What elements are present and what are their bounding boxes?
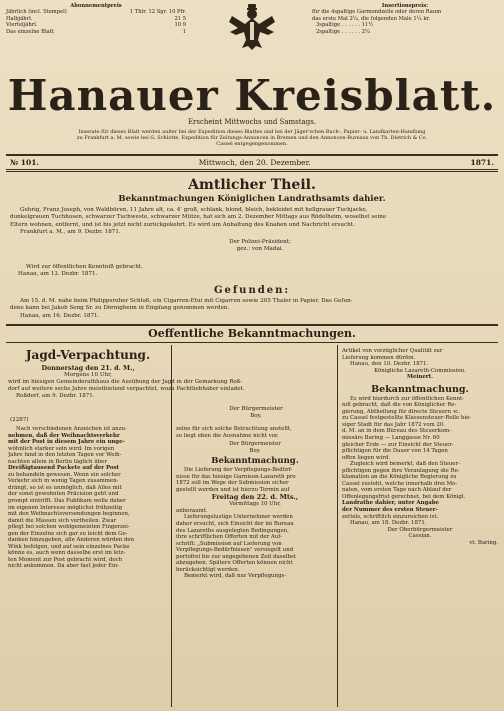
- jagd-time: Morgens 10 Uhr,: [64, 372, 112, 378]
- insertion-line: 3spaltige . . . . . . 11½: [316, 22, 374, 29]
- praesident-signature: Der Polizei-Präsident; gez.: von Madai.: [229, 239, 291, 252]
- abonnement-row: Das einzelne Blatt 1: [6, 28, 186, 35]
- jagd-date: Donnerstag den 21. d. M.,: [41, 364, 135, 372]
- section-heading-amtlich: Amtlicher Theil.: [188, 177, 316, 193]
- column-3: Artikel von vorzüglicher Qualität zur Lieferung kommen dürfen. Hanau, den 10. Dezbr. 1871. Königliche Lazareth-Commission. Meinert. Bekanntmachung. Es wird hierdurch zur öffentlichen Kennt- niß gebracht, daß die von Königlicher Re- gierung, Abtheilung für directe Steuern ꝛc. zu Cassel festgestellte Klassensteuer-Rolle hie- siger Stadt für das Jahr 1872 vom 20. d. M. an in dem Büreau des Steuerkom- missärs Baring — Langgasse Nr. 60 gleicher Erde — zur Einsicht der Steuer- pflichtigen für die Dauer von 14 Tagen offen liegen wird. Zugleich wird bemerkt, daß den Steuer- pflichtigen gegen ihre Veranlagung die Re- klamation an die Königliche Regierung zu Cassel zusteht, welche innerhalb drei Mo- naten, vom ersten Tage nach Ablauf der Offenlegungsfrist gerechnet, bei dem Königl. Landrathe dahier, unter Angabe der Nummer des ersten Steuer- zettels, schriftlich einzureichen ist. Hanau, am 18. Dezbr. 1871. Der Oberbürgermeister Cassian. vt. Baring.: [342, 348, 498, 546]
- rule: [6, 169, 498, 172]
- jagd-heading: Jagd-Verpachtung.: [25, 348, 151, 362]
- column-1: [8, 348, 168, 362]
- column-divider: [337, 345, 338, 707]
- lazareth-heading: Bekanntmachung.: [211, 456, 299, 467]
- insertion-price-box: [312, 3, 498, 35]
- missing-person-notice: Gehrig, Franz Joseph, von Waldbüren, 11 Jahre alt, ca. 4' groß, schlank, blond, bleich, bekleidet mit hellgrauer Tuchjacke, dunkelgrauen Tuchhosen, schwarzer Tuchweste, schwarzer Mütze, hat sich am 2. Dezember Mittags aus Rödelheim, woselbst seine Eltern wohnen, entfernt, und ist bis jetzt nicht zurückgekehrt. Es wird um Anhaltung des Knaben und Nachricht ersucht. Frankfurt a. M., am 9. Dezbr. 1871.: [10, 207, 387, 236]
- newspaper-title: Hanauer Kreisblatt.: [7, 71, 497, 120]
- inserate-notice: Inserate für dieses Blatt werden außer bei der Expedition dieses Blattes und bei der Jäger'schen Buch-, Papier- u. Landkarten-Handlung zu Frankfurt a. M. sowie bei G. Schlotte, Expedition für Zeitungs-Annoncen in Bremen und den Annoncen-Bureaux von Th. Dietrich & Co. Cassel entgegengenommen.: [76, 129, 428, 148]
- prussian-eagle-icon: [226, 2, 278, 54]
- newspaper-subtitle: Erscheint Mittwochs und Samstags.: [187, 118, 317, 126]
- rule: [6, 154, 498, 156]
- insertion-title: Insertionspreis:: [381, 3, 429, 9]
- gefunden-notice: Am 15. d. M. nahe beim Philippsruher Schloß, ein Cigarren-Etui mit Cigarren sowie 205 Thaler in Papier. Das Gefun- dene kann bei Jakob Seng Sr. zu Dörnigheim in Empfang genommen werden. Hanau, am 16. Dezbr. 1871.: [10, 298, 353, 319]
- issue-year: 1871.: [470, 158, 494, 167]
- section-heading-oeffentlich: Oeffentliche Bekanntmachungen.: [148, 327, 356, 340]
- abonnement-row: Jährlich (incl. Stempel) 1 Thlr. 12 Sgr. 10 Pfr.: [6, 9, 186, 16]
- kenntnis-note: Wird zur öffentlichen Kenntniß gebracht. Hanau, am 13. Dezbr. 1871.: [18, 264, 143, 277]
- insertion-line: das erste Mal 2¼, die folgenden Male 1¼ kr.: [312, 15, 431, 22]
- insertion-line: 2spaltige . . . . . . 2¼: [316, 28, 370, 35]
- abonnement-title: Abonnementpreis: [70, 3, 122, 9]
- rule: [6, 324, 498, 326]
- issue-number: № 101.: [10, 158, 40, 167]
- klassensteuer-heading: Bekanntmachung.: [371, 383, 469, 395]
- sub-heading-landrathsamt: Bekanntmachungen Königlichen Landrathsamts dahier.: [118, 194, 386, 204]
- rule: [6, 342, 498, 343]
- post-notice: Nach verschiedenen Anzeichen ist anzu- nehmen, daß der Weihnachtsverkehr mit der Post in diesem Jahre ein unge- wöhnlich starker sein wird. Im vorigen Jahre fand in den letzten Tagen vor Weih- nachten allein in Berlin täglich über Dreißigtausend Packete auf der Post zu behandeln gewesen. Wenn ein solcher Verkehr sich in wenig Tagen zusammen- drängt, so ist es unmöglich, daß Alles mit der sonst gewohnten Präcision geht und prompt eintrifft. Das Publikum wolle daher im eigenen Interesse möglichst frühzeitig mit den Weihnachtsversendungen beginnen, damit die Massen sich vertheilen. Zwar pflegt bei solchen wohlgemeinten Fingerzei- gen der Einzelne sich gar zu leicht dem Ge- danken hinzugeben, alle Anderen würden den Wink befolgen, und auf sein einzelnes Packe könne es, auch wenn dasselbe erst im letz- ten Moment zur Post gebracht wird, doch nicht ankommen. Da aber fast jeder Ein-: [8, 426, 135, 570]
- jagd-signature: Der Bürgermeister Boy.: [229, 406, 283, 419]
- jagd-notice: Donnerstag den 21. d. M., Morgens 10 Uhr, wird im hiesigen Gemeinderathhaus die Ausübung der Jagd in der Gemarkung Roß- dorf auf weitere sechs Jahre meistbietend verpachtet, wozu Pachtliebhaber einladet. Roßdorf, am 9. Dezbr. 1871.: [8, 364, 245, 399]
- issue-line: [10, 158, 494, 167]
- insertion-line: für die 4spaltige Garmondzeile oder deren Raum: [312, 9, 442, 16]
- gefunden-heading: Gefunden:: [213, 285, 291, 296]
- abonnement-row: Vierteljährl. 10 9: [6, 22, 186, 29]
- lazareth-date: Freitag den 22. d. Mts.,: [211, 493, 299, 502]
- abonnement-box: [6, 3, 186, 35]
- issue-date: Mittwoch, den 20. Dezember.: [198, 158, 311, 167]
- column-2: zelne für sich solche Betrachtung anstellt, so liegt eben die Ausnahme nicht vor. Der Bürgermeister Boy. Bekanntmachung. Die Lieferung der Verpflegungs-Bedürf- nisse für das hiesige Garnison-Lazareth pro 1872 soll im Wege der Submission sicher gestellt werden und ist hierzu Termin auf Freitag den 22. d. Mts., Vormittags 10 Uhr, anberaumt. Lieferungslustige Unternehmer werden daher ersucht, sich Einsicht der im Bureau des Lazareths ausgelegten Bedingungen, ihre schriftlichen Offerten mit der Auf- schrift: „Submission auf Lieferung von Verpflegungs-Bedürfnissen" versiegelt und portofrei bis zur angegebenen Zeit daselbst abzugeben. Spätere Offerten können nicht berücksichtigt werden. Bemerkt wird, daß nur Verpflegungs-: [176, 426, 334, 580]
- abonnement-row: Halbjährl. 21 5: [6, 15, 186, 22]
- reference-number: (2287): [10, 417, 29, 423]
